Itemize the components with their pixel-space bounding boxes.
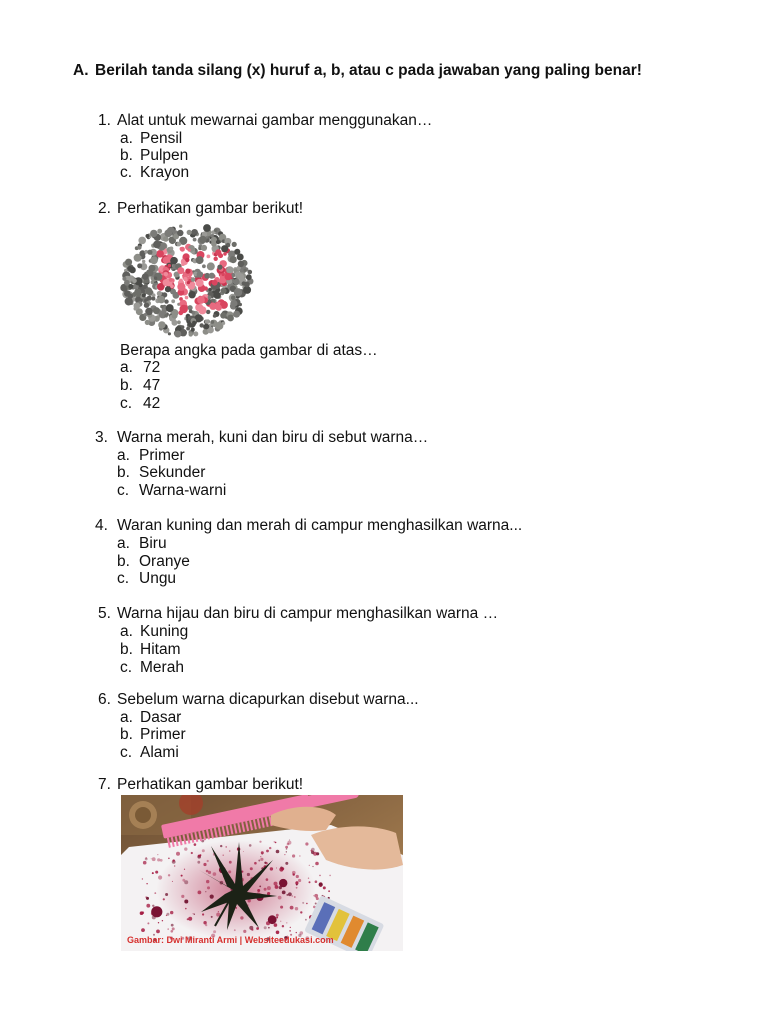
question-number: 5. <box>98 605 111 622</box>
option-text: Hitam <box>140 641 181 658</box>
ishihara-plate-image <box>120 222 254 338</box>
question-number: 1. <box>98 112 111 129</box>
option-letter: a. <box>120 709 133 726</box>
question-followup: Berapa angka pada gambar di atas… <box>120 342 378 359</box>
option-text: 42 <box>143 395 161 412</box>
question-number: 2. <box>98 200 111 217</box>
question-number: 4. <box>95 517 108 534</box>
section-letter: A. <box>73 62 89 79</box>
option-letter: a. <box>120 623 133 640</box>
color-blindness-test-plate <box>120 222 254 338</box>
option-text: 47 <box>143 377 161 394</box>
option-letter: b. <box>120 726 133 743</box>
option-letter: a. <box>120 130 133 147</box>
question-text: Waran kuning dan merah di campur menghasilkan warna... <box>117 517 523 534</box>
option-text: Merah <box>140 659 184 676</box>
option-letter: b. <box>120 641 133 658</box>
question-number: 6. <box>98 691 111 708</box>
option-text: 72 <box>143 359 161 376</box>
section-instruction: Berilah tanda silang (x) huruf a, b, atau c pada jawaban yang paling benar! <box>95 62 642 79</box>
option-text: Biru <box>139 535 167 552</box>
question-text: Sebelum warna dicapurkan disebut warna... <box>117 691 419 708</box>
option-letter: c. <box>117 482 130 499</box>
question-text: Perhatikan gambar berikut! <box>117 200 304 217</box>
option-text: Primer <box>140 726 186 743</box>
option-letter: b. <box>120 147 133 164</box>
option-text: Pulpen <box>140 147 189 164</box>
spray-painting-leaf-photo <box>121 795 403 951</box>
question-text: Perhatikan gambar berikut! <box>117 776 304 793</box>
option-letter: c. <box>120 164 133 181</box>
option-text: Primer <box>139 447 185 464</box>
option-letter: a. <box>120 359 133 376</box>
option-letter: b. <box>120 377 133 394</box>
option-text: Krayon <box>140 164 190 181</box>
option-text: Alami <box>140 744 179 761</box>
option-text: Kuning <box>140 623 189 640</box>
spray-painting-photo-image <box>121 795 403 951</box>
option-letter: c. <box>120 744 133 761</box>
question-text: Warna hijau dan biru di campur menghasilkan warna … <box>117 605 499 622</box>
option-letter: c. <box>120 659 133 676</box>
option-letter: a. <box>117 447 130 464</box>
option-text: Warna-warni <box>139 482 227 499</box>
option-text: Pensil <box>140 130 183 147</box>
question-number: 3. <box>95 429 108 446</box>
question-text: Alat untuk mewarnai gambar menggunakan… <box>117 112 433 129</box>
option-letter: a. <box>117 535 130 552</box>
option-text: Ungu <box>139 570 177 587</box>
option-text: Dasar <box>140 709 182 726</box>
option-letter: b. <box>117 553 130 570</box>
option-text: Sekunder <box>139 464 206 481</box>
option-letter: c. <box>120 395 133 412</box>
option-letter: c. <box>117 570 130 587</box>
question-text: Warna merah, kuni dan biru di sebut warna… <box>117 429 429 446</box>
option-letter: b. <box>117 464 130 481</box>
question-number: 7. <box>98 776 111 793</box>
photo-caption: Gambar: Dwi Miranti Armi | Websiteedukasi.com <box>127 935 334 945</box>
option-text: Oranye <box>139 553 190 570</box>
